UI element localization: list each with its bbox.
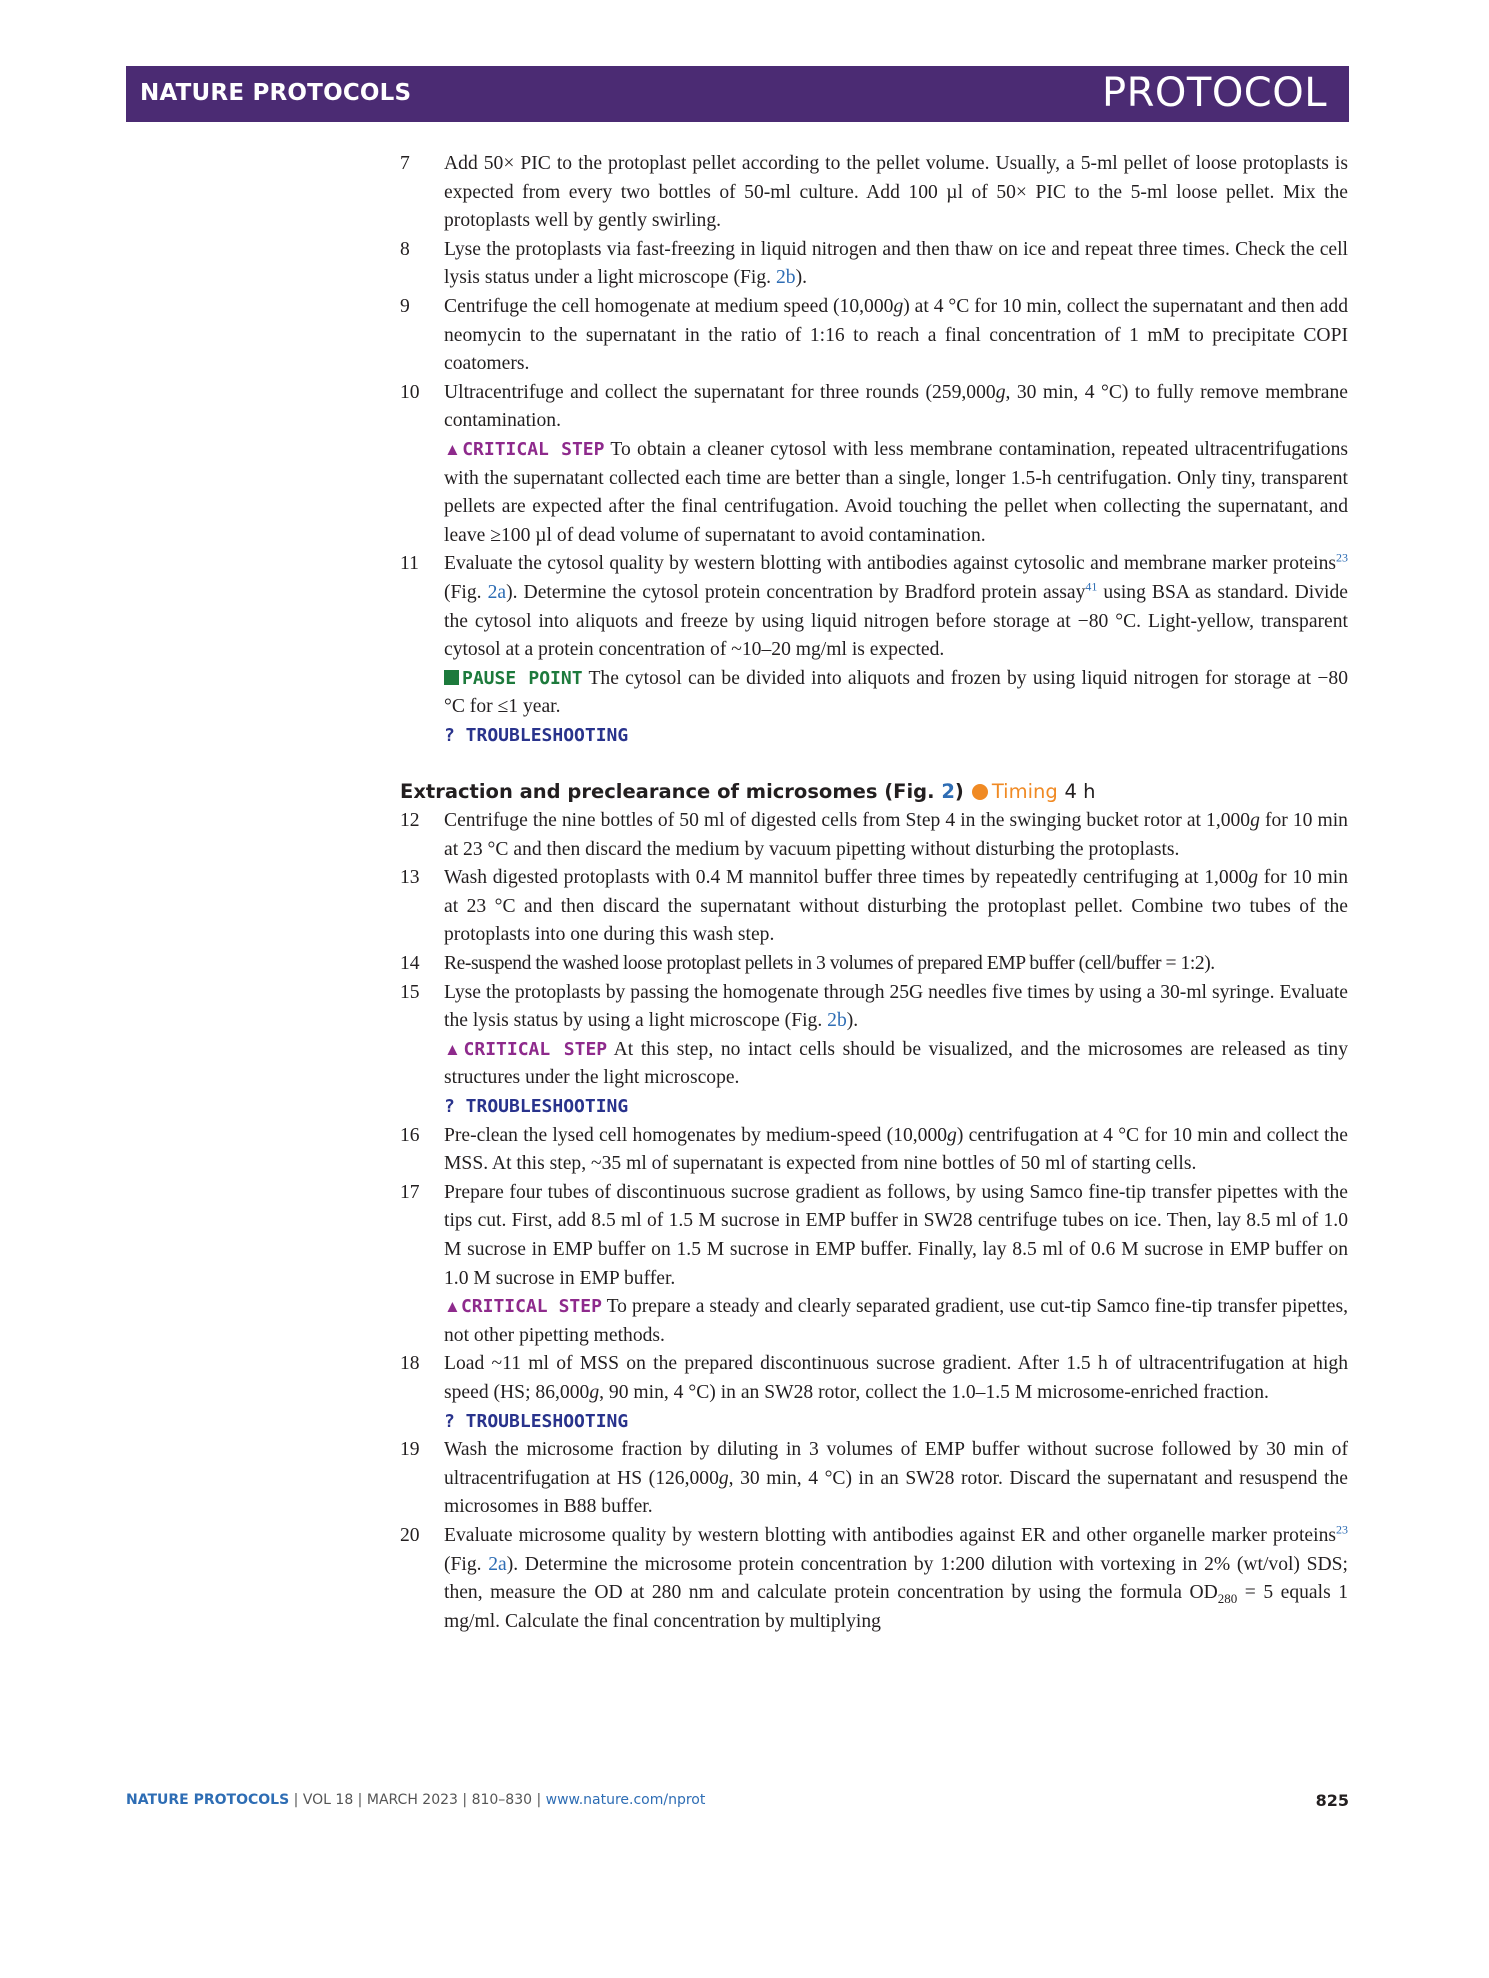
- pause-point-note: PAUSE POINT The cytosol can be divided into aliquots and frozen by using liquid nitrogen for storage at −80 °C for ≤1 year.: [444, 667, 1348, 718]
- step-text: Prepare four tubes of discontinuous sucrose gradient as follows, by using Samco fine-tip transfer pipettes with the tips cut. First, add 8.5 ml of 1.5 M sucrose in EMP buffer in SW28 centrifuge tubes on ice. Then, lay 8.5 ml of 1.0 M sucrose in EMP buffer on 1.5 M sucrose in EMP buffer. Finally, lay 8.5 ml of 0.6 M sucrose in EMP buffer on 1.0 M sucrose in EMP buffer. ▲CRITICAL STEP To prepare a steady and clearly separated gradient, use cut-tip Samco fine-tip transfer pipettes, not other pipetting methods.: [444, 1179, 1348, 1351]
- step-number: 12: [400, 810, 420, 832]
- critical-step-label: CRITICAL STEP: [462, 438, 605, 460]
- journal-name: NATURE PROTOCOLS: [140, 80, 412, 106]
- step-11: [400, 550, 1348, 750]
- step-text: Re-suspend the washed loose protoplast pellets in 3 volumes of prepared EMP buffer (cell/buffer = 1:2).: [444, 953, 1215, 975]
- figure-link[interactable]: 2: [941, 780, 955, 804]
- step-text: Add 50× PIC to the protoplast pellet according to the pellet volume. Usually, a 5-ml pellet of loose protoplasts is expected from every two bottles of 50-ml culture. Add 100 µl of 50× PIC to the 5-ml loose pellet. Mix the protoplasts well by gently swirling.: [444, 153, 1348, 232]
- footer-journal: NATURE PROTOCOLS: [126, 1792, 290, 1808]
- timing-value: 4 h: [1064, 780, 1096, 804]
- step-14: [400, 950, 1348, 979]
- step-number: 18: [400, 1353, 420, 1375]
- step-15: [400, 979, 1348, 1122]
- step-text: Lyse the protoplasts via fast-freezing in liquid nitrogen and then thaw on ice and repeat three times. Check the cell lysis status under a light microscope (Fig. 2b).: [444, 238, 1348, 289]
- step-number: 11: [400, 553, 419, 575]
- reference-link[interactable]: 23: [1336, 1522, 1348, 1537]
- critical-step-label: CRITICAL STEP: [463, 1038, 608, 1060]
- timing-dot-icon: [972, 784, 988, 800]
- troubleshooting-link[interactable]: ? TROUBLESHOOTING: [444, 1096, 629, 1117]
- footer-date: MARCH 2023: [366, 1792, 458, 1808]
- step-text: Lyse the protoplasts by passing the homogenate through 25G needles five times by using a 30-ml syringe. Evaluate the lysis status by using a light microscope (Fig. 2b). ▲CRITICAL STEP At this step, no intact cells should be visualized, and the microsomes are released as tiny structures under the light microscope. ? TROUBLESHOOTING: [444, 979, 1348, 1122]
- protocol-body: [400, 150, 1348, 1636]
- figure-link[interactable]: 2a: [487, 581, 507, 603]
- pause-point-label: PAUSE POINT: [462, 667, 583, 689]
- step-number: 10: [400, 381, 420, 403]
- step-text: Ultracentrifuge and collect the supernatant for three rounds (259,000g, 30 min, 4 °C) to fully remove membrane contamination. ▲CRITICAL STEP To obtain a cleaner cytosol with less membrane contamination, repeated ultracentrifugations with the supernatant collected each time are better than a single, longer 1.5-h centrifugation. Only tiny, transparent pellets are expected after the final centrifugation. Avoid touching the pellet when collecting the supernatant, and leave ≥100 µl of dead volume of supernatant to avoid contamination.: [444, 379, 1348, 551]
- timing-label: Timing: [991, 780, 1058, 804]
- troubleshooting-link[interactable]: ? TROUBLESHOOTING: [444, 1410, 629, 1432]
- step-text: Evaluate microsome quality by western blotting with antibodies against ER and other organelle marker proteins$^{23}$ (Fig. 2a). Determine the microsome protein concentration by 1:200 dilution with vortexing in 2% (wt/vol) SDS; then, measure the OD at 280 nm and calculate protein concentration by using the formula $OD_{280} = 5$ equals 1 mg/ml. Calculate the final concentration by multiplying: [444, 1522, 1348, 1632]
- critical-step-label: CRITICAL STEP: [460, 1296, 602, 1318]
- figure-link[interactable]: 2b: [827, 1010, 847, 1032]
- reference-link[interactable]: 41: [1085, 579, 1098, 594]
- step-text: Load ~11 ml of MSS on the prepared discontinuous sucrose gradient. After 1.5 h of ultracentrifugation at high speed (HS; 86,000g, 90 min, 4 °C) in an SW28 rotor, collect the 1.0–1.5 M microsome-enriched fraction. ? TROUBLESHOOTING: [444, 1350, 1348, 1436]
- step-9: [400, 293, 1348, 379]
- step-text: Centrifuge the nine bottles of 50 ml of digested cells from Step 4 in the swinging bucket rotor at 1,000g for 10 min at 23 °C and then discard the medium by vacuum pipetting without disturbing the protoplasts.: [444, 810, 1348, 860]
- step-number: 8: [400, 238, 410, 260]
- step-13: [400, 864, 1348, 950]
- pause-square-icon: [444, 670, 459, 685]
- section-heading: Extraction and preclearance of microsomes (Fig. 2) Timing 4 h: [400, 780, 1096, 804]
- journal-url-link[interactable]: www.nature.com/nprot: [545, 1792, 706, 1808]
- step-text: Wash digested protoplasts with 0.4 M mannitol buffer three times by repeatedly centrifuging at 1,000g for 10 min at 23 °C and then discard the supernatant without disturbing the protoplast pellet. Combine two tubes of the protoplasts into one during this wash step.: [444, 867, 1348, 946]
- critical-step-note: ▲CRITICAL STEP At this step, no intact cells should be visualized, and the microsomes are released as tiny structures under the light microscope.: [444, 1038, 1348, 1089]
- step-text: Wash the microsome fraction by diluting in 3 volumes of EMP buffer without sucrose followed by 30 min of ultracentrifugation at HS (126,000g, 30 min, 4 °C) in an SW28 rotor. Discard the supernatant and resuspend the microsomes in B88 buffer.: [444, 1439, 1348, 1518]
- journal-header-bar: [126, 66, 1349, 122]
- figure-link[interactable]: 2a: [488, 1553, 507, 1575]
- step-17: [400, 1179, 1348, 1351]
- step-8: [400, 236, 1348, 293]
- step-number: 13: [400, 867, 420, 889]
- step-number: 14: [400, 953, 420, 975]
- step-text: Pre-clean the lysed cell homogenates by medium-speed (10,000g) centrifugation at 4 °C for 10 min and collect the MSS. At this step, ~35 ml of supernatant is expected from nine bottles of 50 ml of starting cells.: [444, 1124, 1348, 1175]
- footer-pages: 810–830: [471, 1792, 533, 1808]
- warning-triangle-icon: ▲: [444, 1039, 464, 1059]
- step-10: [400, 379, 1348, 551]
- footer-volume: VOL 18: [302, 1792, 354, 1808]
- figure-link[interactable]: 2b: [775, 267, 796, 289]
- article-type: PROTOCOL: [1101, 70, 1327, 116]
- step-18: [400, 1350, 1348, 1436]
- step-number: 15: [400, 981, 420, 1003]
- step-number: 19: [400, 1439, 420, 1461]
- reference-link[interactable]: 23: [1336, 550, 1348, 565]
- step-number: 20: [400, 1524, 420, 1546]
- warning-triangle-icon: ▲: [444, 1297, 461, 1317]
- troubleshooting-link[interactable]: ? TROUBLESHOOTING: [444, 724, 629, 746]
- page-number: 825: [1315, 1791, 1349, 1810]
- critical-step-note: ▲CRITICAL STEP To prepare a steady and clearly separated gradient, use cut-tip Samco fine-tip transfer pipettes, not other pipetting methods.: [444, 1296, 1349, 1346]
- step-number: 9: [400, 295, 410, 317]
- step-7: [400, 150, 1348, 236]
- step-text: Evaluate the cytosol quality by western blotting with antibodies against cytosolic and membrane marker proteins$^{23}$ (Fig. 2a). Determine the cytosol protein concentration by Bradford protein assay$^{41}$ using BSA as standard. Divide the cytosol into aliquots and freeze by using liquid nitrogen before storage at −80 °C. Light-yellow, transparent cytosol at a protein concentration of ~10–20 mg/ml is expected. PAUSE POINT The cytosol can be divided into aliquots and frozen by using liquid nitrogen for storage at −80 °C for ≤1 year. ? TROUBLESHOOTING: [444, 550, 1348, 750]
- step-12: [400, 807, 1348, 864]
- warning-triangle-icon: ▲: [444, 439, 463, 459]
- critical-step-note: ▲CRITICAL STEP To obtain a cleaner cytosol with less membrane contamination, repeated ultracentrifugations with the supernatant collected each time are better than a single, longer 1.5-h centrifugation. Only tiny, transparent pellets are expected after the final centrifugation. Avoid touching the pellet when collecting the supernatant, and leave ≥100 µl of dead volume of supernatant to avoid contamination.: [444, 438, 1349, 546]
- step-19: [400, 1436, 1348, 1522]
- step-text: Centrifuge the cell homogenate at medium speed (10,000g) at 4 °C for 10 min, collect the supernatant and then add neomycin to the supernatant in the ratio of 1:16 to reach a final concentration of 1 mM to precipitate COPI coatomers.: [444, 295, 1348, 375]
- step-number: 7: [400, 153, 410, 174]
- step-20: [400, 1522, 1348, 1636]
- step-number: 17: [400, 1181, 420, 1203]
- step-number: 16: [400, 1124, 420, 1146]
- step-16: [400, 1122, 1348, 1179]
- page-footer: NATURE PROTOCOLS | VOL 18 | MARCH 2023 | 810–830 | www.nature.com/nprot 825: [126, 1791, 1349, 1810]
